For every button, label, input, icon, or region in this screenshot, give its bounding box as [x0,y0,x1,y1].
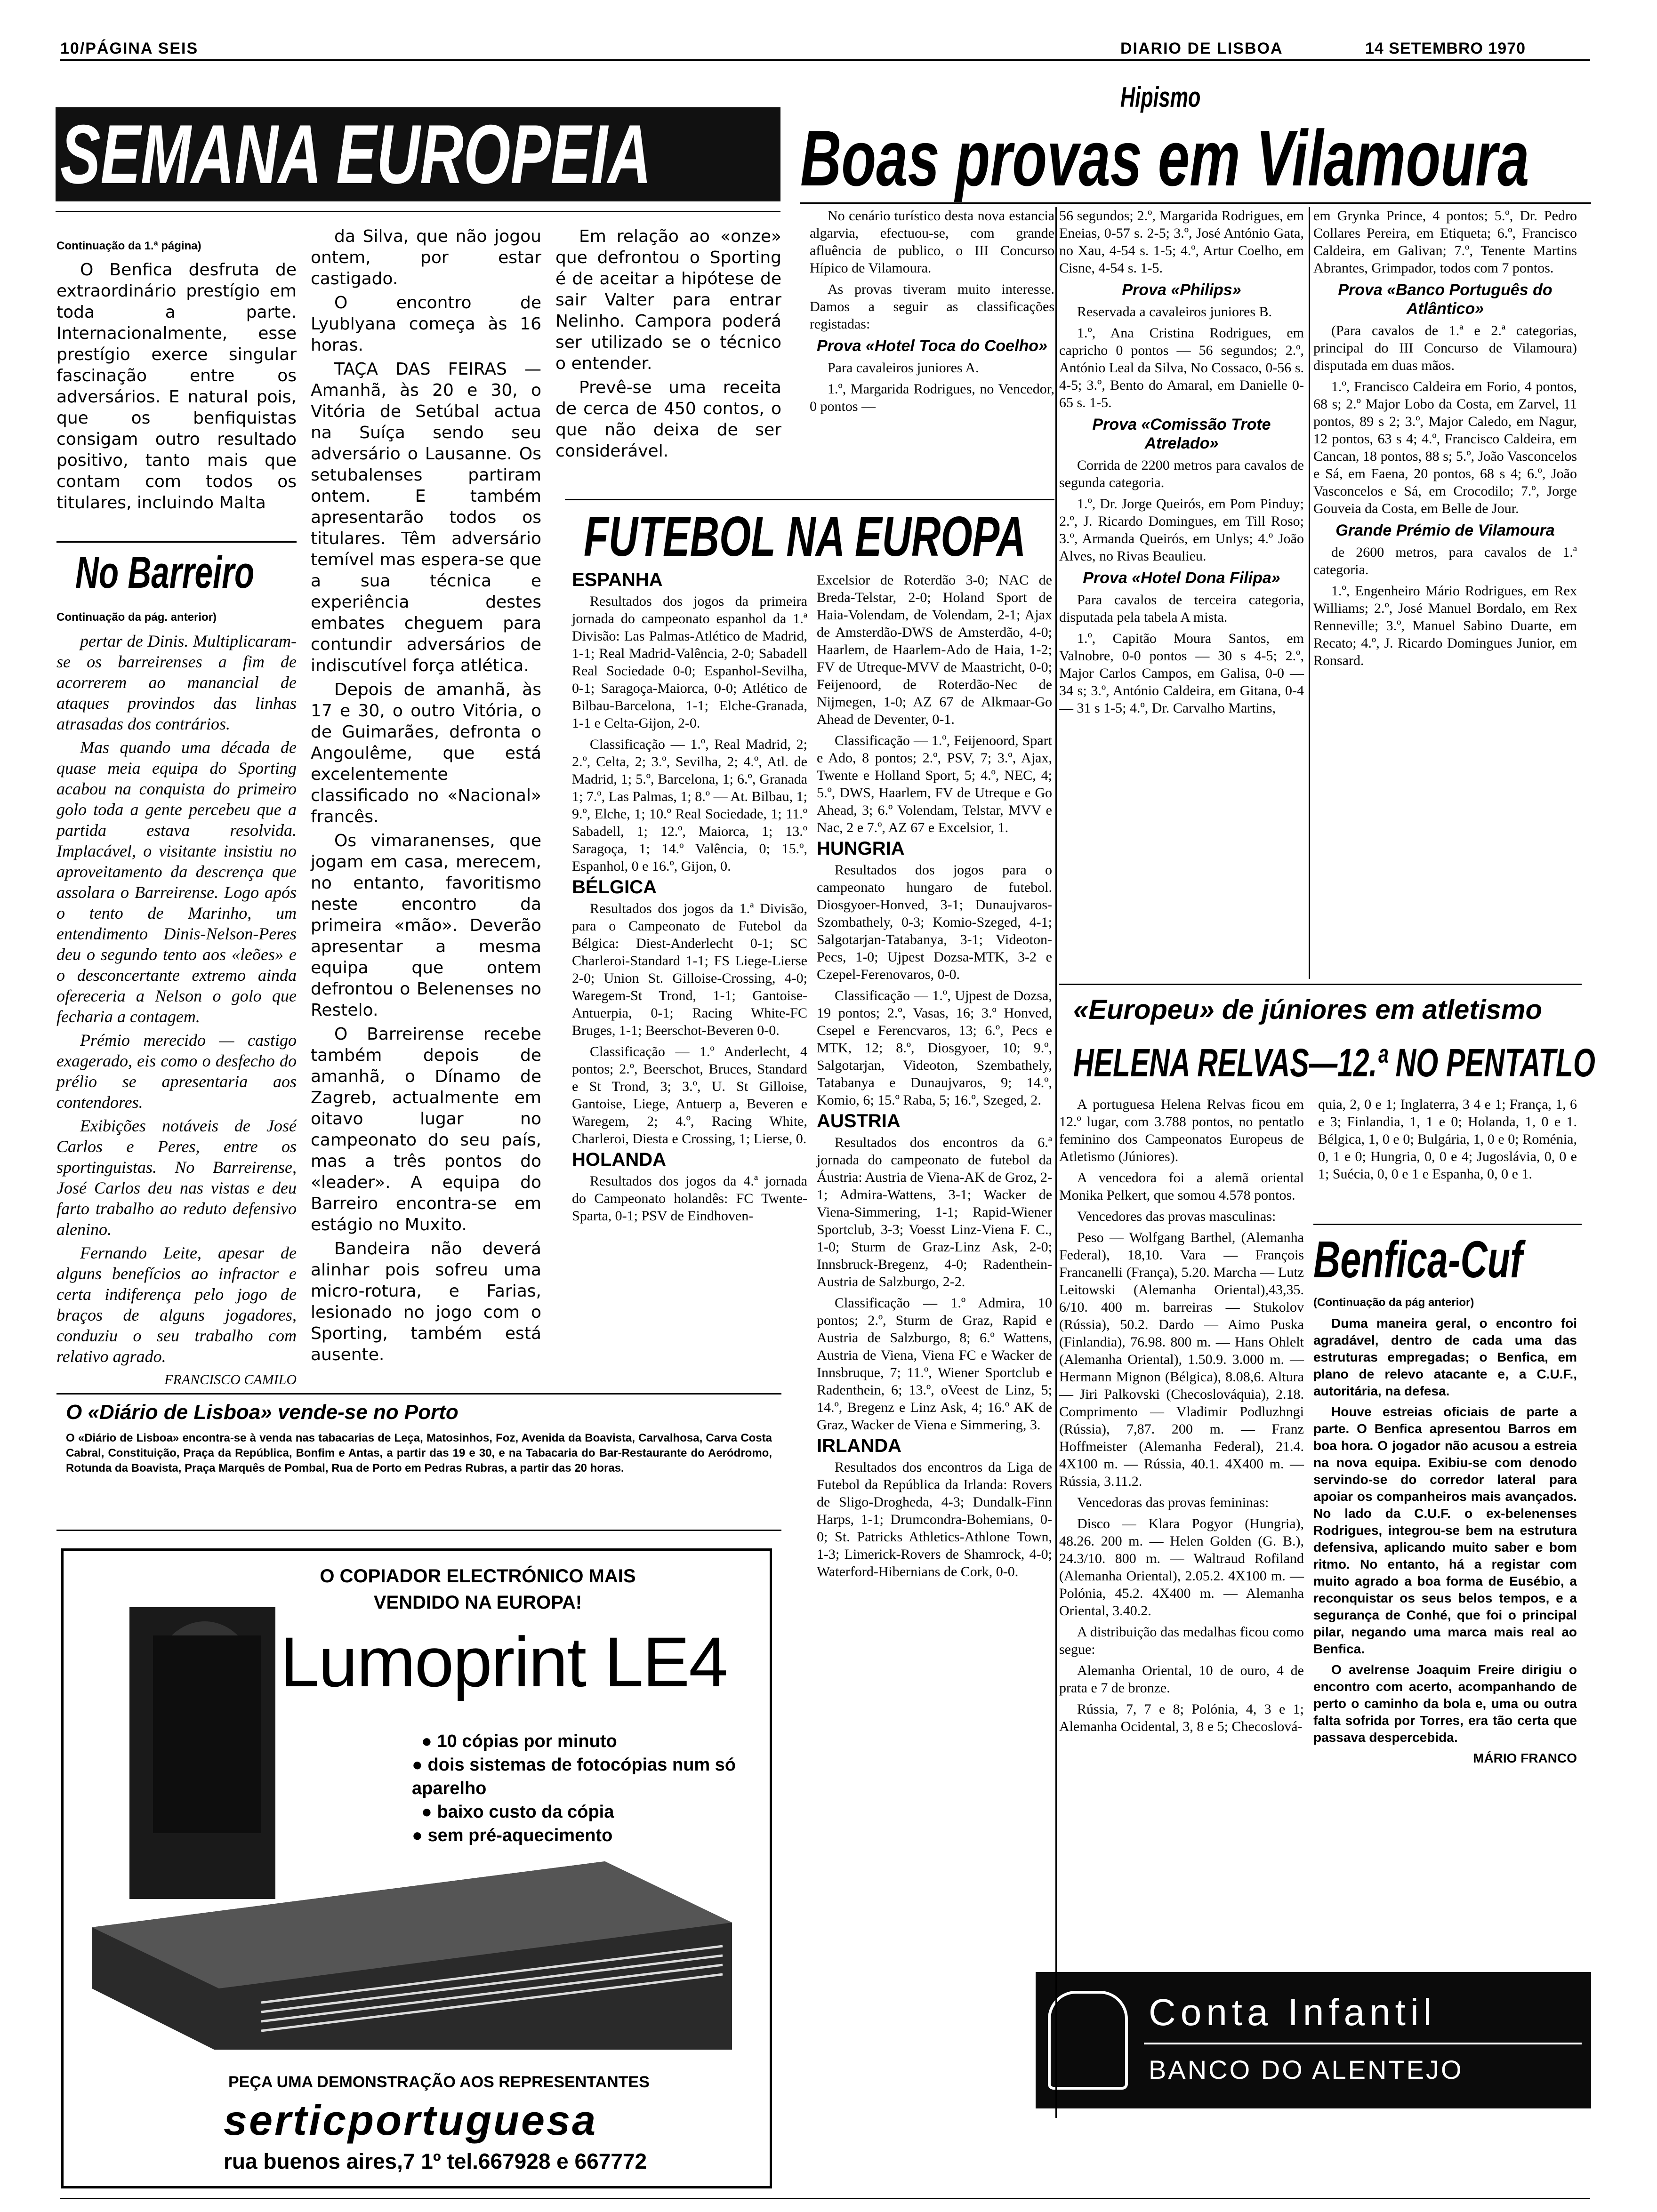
hipismo-subhead: Grande Prémio de Vilamoura [1335,521,1555,539]
futebol-country: IRLANDA [817,1435,901,1456]
futebol-country: HOLANDA [572,1149,666,1170]
semana-paragraph: Os vimaranenses, que jogam em casa, merecem, no entanto, favoritismo neste encontro da primeira «mão». Deverão apresentar a mesma equipa que ontem defrontou o Belenenses no Restelo. [311,831,541,1020]
futebol-col1 [572,571,807,1228]
futebol-paragraph: Resultados dos encontros da Liga de Futebol da República da Irlanda: Rovers de Sligo-Drogheda, 4-3; Dundalk-Finn Harps, 1-1; Drumcondra-Bohemians, 0-0; St. Patricks Athletics-Athlone Town, 1-3; Limerick-Rovers de Shamrock, 4-0; Waterford-Hibernians de Cork, 0-0. [817,1459,1052,1579]
barreiro-title: No Barreiro [75,547,255,598]
hipismo-title: Boas provas em Vilamoura [800,114,1529,202]
benfica-continuation: (Continuação da pág anterior) [1313,1296,1474,1309]
hipismo-subhead: Prova «Hotel Toca do Coelho» [817,337,1047,355]
futebol-paragraph: Classificação — 1.º, Ujpest de Dozsa, 19 pontos; 2.º, Vasas, 16; 3.º Honved, Csepel e Ferencvaros, 13; 6.º, Pecs e MTK, 12; 8.º, Diosgyoer, 10; 9.º, Salgotarjan, Videoton, Szembathely, Tatabanya e Dunaujvaros, 9; 14.º, Komio, 6; 15.º Raba, 5; 16.º, Szeged, 2. [817,988,1052,1108]
futebol-top-rule [565,499,1054,500]
semana-paragraph: O encontro de Lyublyana começa às 16 horas. [311,293,541,355]
lumoprint-company: serticportuguesa [224,2097,598,2144]
porto-title: O «Diário de Lisboa» vende-se no Porto [66,1401,458,1424]
lumoprint-top: O COPIADOR ELECTRÓNICO MAIS VENDIDO NA EUROPA! [320,1566,636,1613]
hipismo-paragraph: Para cavalos de terceira categoria, disputada pela tabela A mista. [1059,592,1304,625]
semana-paragraph: TAÇA DAS FEIRAS — Amanhã, às 20 e 30, o Vitória de Setúbal actua na Suíça sendo seu adversário o Lausanne. Os setubalenses partiram ontem. E também apresentarão todos os titulares. Têm adversário temível mas espera-se que a sua técnica e experiência destes embates cheguem para contundir adversários de indiscutível força atlética. [311,360,541,675]
futebol-paragraph: Classificação — 1.º Anderlecht, 4 pontos; 2.º, Beerschot, Bruces, Standard e St Trond, 3; 3.º, U. St Gilloise, Gantoise, Liege, Antuerp a, Beveren e Waregem, 2; 4.º, Racing White, Charleroi, Diesta e Crossing, 1; Lierse, 0. [572,1044,807,1146]
conta-infantil-title: Conta Infantil [1149,1991,1437,2033]
futebol-paragraph: Resultados dos encontros da 6.ª jornada do campeonato de futebol da Áustria: Austria de Viena-AK de Groz, 2-1; Admira-Wattens, 3-1; Wacker de Viena-Simmering, 1-1; Rapid-Wiener Sportclub, 3-3; Voesst Linz-Viena F. C., 1-0; Sturm de Graz-Linz Ask, 2-0; Innsbruck-Bregenz, 4-0; Radenthein-Austria de Salzburgo, 2-2. [817,1135,1053,1290]
benfica-paragraph: Houve estreias oficiais de parte a parte. O Benfica apresentou Barros em boa hora. O jogador não acusou a estreia na nova equipa. Exibiu-se com denodo servindo-se do corredor lateral para apoiar os companheiros mais avançados. No lado da C.U.F. o ex-belenenses Rodrigues, integrou-se bem na estrutura defensiva, aplicando muito saber e bom ritmo. No entanto, há a registar com muito agrado a boa forma de Eusébio, a reconquistar os seus belos tempos, e a segurança de Conhé, que foi o principal pilar, negando uma marca mais real ao Benfica. [1313,1404,1577,1656]
futebol-col2 [817,571,1052,1584]
hipismo-paragraph: 1.º, Capitão Moura Santos, em Valnobre, 0-0 pontos — 30 s 4-5; 2.º, Major Carlos Campos, em Galisa, 0-0 — 34 s; 3.º, António Caldeira, em Gitana, 0-4 — 31 s 1-5; 4.º, Dr. Carvalho Martins, [1059,631,1304,716]
futebol-title: FUTEBOL NA EUROPA [584,505,1026,568]
hipismo-paragraph: 1.º, Dr. Jorge Queirós, em Pom Pinduy; 2.º, J. Ricardo Domingues, em Till Roso; 3.º, Armanda Queirós, em Unlys; 4.º João Alves, no Rivas Beaulieu. [1059,496,1304,564]
semana-continuation: Continuação da 1.ª página) [56,240,201,252]
benfica-title: Benfica-Cuf [1313,1231,1523,1289]
hipismo-col2 [1059,207,1304,721]
barreiro-continuation: Continuação da pág. anterior) [56,611,217,624]
futebol-country: BÉLGICA [572,877,657,898]
barreiro-paragraph: Exibições notáveis de José Carlos e Peres, entre os sportinguistas. No Barreirense, José Carlos deu nas vistas e deu farto trabalho ao reduto defensivo alenino. [56,1116,297,1239]
porto-bottom-rule [56,1530,781,1531]
barreiro-paragraph: Fernando Leite, apesar de alguns benefícios ao infractor e certa indiferença pelo jogo de braços de alguns jogadores, conduziu o seu trabalho com relativo agrado. [56,1243,297,1366]
futebol-paragraph: Resultados dos jogos da 1.ª Divisão, para o Campeonato de Futebol da Bélgica: Diest-Anderlecht 0-1; SC Charleroi-Standard 1-1; FS Liege-Lierse 2-0; Union St. Gilloise-Crossing, 4-0; Waregem-St Trond, 1-1; Gantoise-Antuerpia, 0-1; Racing White-FC Bruges, 1-1; Beerschot-Beveren 0-0. [572,901,807,1038]
newspaper-name: DIARIO DE LISBOA [1120,40,1283,57]
hipismo-paragraph: Corrida de 2200 metros para cavalos de segunda categoria. [1059,457,1304,490]
porto-top-rule [56,1393,781,1395]
bullet-item: ● sem pré-aquecimento [412,1826,613,1845]
atletismo-paragraph: A distribuição das medalhas ficou como segue: [1059,1624,1304,1657]
atletismo-paragraph: Vencedores das provas masculinas: [1077,1209,1276,1224]
hipismo-paragraph: As provas tiveram muito interesse. Damos a seguir as classificações registadas: [810,281,1054,332]
hipismo-subhead: Prova «Philips» [1122,281,1241,299]
futebol-paragraph: Resultados dos jogos para o campeonato hungaro de futebol. Diosgyoer-Honved, 3-1; Dunaujvaros-Szombathely, 0-3; Komio-Szeged, 4-1; Salgotarjan-Tatabanya, 3-1; Videoton-Pecs, 1-0; Ujpest Dozsa-MTK, 3-2 e Czepel-Ferenovaros, 0-0. [817,862,1052,982]
barreiro-top-rule [56,541,297,543]
hipismo-paragraph: No cenário turístico desta nova estancia algarvia, efectuou-se, com grande afluência de publico, o III Concurso Hípico de Vilamoura. [810,208,1054,276]
hipismo-paragraph: Reservada a cavaleiros juniores B. [1077,304,1272,320]
hipismo-paragraph: (Para cavalos de 1.ª e 2.ª categorias, principal do III Concurso de Vilamoura) disputada em duas mãos. [1313,323,1577,373]
bank-logo-icon [1048,1991,1128,2090]
barreiro-author: FRANCISCO CAMILO [164,1372,297,1387]
semana-col2 [311,226,541,1368]
atletismo-headline: HELENA RELVAS—12.ª NO PENTATLO [1073,1041,1595,1085]
futebol-paragraph: Classificação — 1.º, Feijenoord, Spart e Ado, 8 pontos; 2.º, PSV, 7; 3.º, Ajax, Twente e Holland Sport, 5; 4.º, NEC, 4; 5.º, DWS, Haarlem, FV de Utreque e Go Ahead, 3; 6.º Volendam, Telstar, MVV e Nac, 2 e 7.º, AZ 67 e Excelsior, 1. [817,733,1052,835]
lumoprint-brand: Lumoprint LE4 [280,1622,727,1701]
futebol-paragraph: Classificação — 1.º Admira, 10 pontos; 2.º, Sturm de Graz, Rapid e Austria de Salzburgo, 8; 6.º Wattens, Austria de Viena, Viena FC e Wacker de Innsbruque, 7; 11.º, Wiener Sportclub e Radenthein, 6; 13.º, oVeest de Linz, 5; 14.º, Bregenz e Linz Ask, 4; 16.º AK de Graz, Wacker de Viena e Simmering, 3. [817,1295,1052,1433]
hipismo-col1 [810,207,1054,419]
date: 14 SETEMBRO 1970 [1365,40,1526,57]
header-rule [60,59,1590,61]
conta-infantil-divider [1144,2043,1582,2044]
semana-col3 [555,226,781,465]
atletismo-paragraph: Disco — Klara Pogyor (Hungria), 48.26. 200 m. — Helen Golden (G. B.), 24.3/10. 800 m. — Waltraud Rofiland (Alemanha Oriental), 2.05.2. 4X100 m. — Polónia, 45.2. 4X400 m. — Alemanha Oriental, 3.40.2. [1059,1516,1304,1619]
atletismo-paragraph: Vencedoras das provas femininas: [1077,1495,1269,1510]
futebol-country: HUNGRIA [817,838,905,859]
atletismo-title: «Europeu» de júniores em atletismo [1073,994,1542,1025]
bullet-item: ● baixo custo da cópia [421,1802,614,1822]
page-number: 10/PÁGINA SEIS [60,40,199,57]
column-divider [1055,207,1057,2118]
semana-paragraph: Depois de amanhã, às 17 e 30, o outro Vitória, o de Guimarães, defronta o Angoulême, que está excelentemente classificado no «Nacional» francês. [311,680,541,826]
hipismo-paragraph: de 2600 metros, para cavalos de 1.ª categoria. [1313,545,1577,577]
benfica-body [1313,1294,1577,1771]
semana-paragraph: da Silva, que não jogou ontem, por estar castigado. [311,227,541,289]
hipismo-rule [800,202,1591,204]
hipismo-kicker: Hipismo [1120,81,1201,113]
hipismo-paragraph: 1.º, Ana Cristina Rodrigues, em capricho 0 pontos — 56 segundos; 2.º, António Leal da Silva, No Cossaco, 0-56 s. 4-5; 3.º, Bento do Amaral, em Danielle 0-65 s. 1-5. [1059,325,1304,410]
semana-paragraph: O Benfica desfruta de extraordinário prestígio em toda a parte. Internacionalmente, esse prestígio exerce singular fascinação entre os adversários. E natural pois, que os benfiquistas consigam outro resultado positivo, tanto mais que contam com todos os titulares, incluindo Malta [56,260,297,513]
semana-banner-text: SEMANA EUROPEIA [60,107,652,201]
futebol-paragraph: Resultados dos jogos da primeira jornada do campeonato espanhol da 1.ª Divisão: Las Palmas-Atlético de Madrid, 1-1; Real Madrid-Valência, 2-0; Sabadell Real Sociedade 0-0; Espanhol-Sevilha, 0-1; Saragoça-Maiorca, 0-0; Atlético de Bilbau-Barcelona, 1-1; Elche-Granada, 1-1 e Celta-Gijon, 2-0. [572,593,807,731]
semana-paragraph: Prevê-se uma receita de cerca de 450 contos, o que não deixa de ser considerável. [555,378,781,461]
column-divider [1309,207,1310,979]
bullet-item: ● 10 cópias por minuto [421,1731,617,1751]
benfica-author: MÁRIO FRANCO [1473,1751,1577,1765]
lumoprint-bullets [412,1730,770,1847]
benfica-paragraph: O avelrense Joaquim Freire dirigiu o encontro com acerto, acompanhando de perto o caminho da bola e, uma ou outra falta sofrida por Torres, era tão certa que passava despercebida. [1313,1662,1577,1745]
semana-rule [56,211,780,212]
hipismo-paragraph: Para cavaleiros juniores A. [828,360,979,376]
atletismo-top-rule [1059,984,1582,985]
futebol-country: AUSTRIA [817,1111,901,1131]
porto-text: O «Diário de Lisboa» encontra-se à venda nas tabacarias de Leça, Matosinhos, Foz, Avenida da Boavista, Carvalhosa, Carva Costa Cabral, Constituição, Praça da República, Bonfim e Antas, a partir das 19 e 30, e na Tabacaria do Bar-Restaurante do Aeródromo, Rotunda da Boavista, Praça Marquês de Pombal, Rua de Porto em Pedras Rubras, a partir das 20 horas. [66,1432,772,1475]
hipismo-paragraph: 1.º, Margarida Rodrigues, no Vencedor, 0 pontos — [810,381,1054,414]
lumoprint-address: rua buenos aires,7 1º tel.667928 e 667772 [224,2149,647,2173]
hipismo-subhead: Prova «Hotel Dona Filipa» [1083,569,1280,587]
atletismo-col2 [1318,1096,1577,1186]
atletismo-paragraph: A portuguesa Helena Relvas ficou em 12.º lugar, com 3.788 pontos, no pentatlo feminino dos Campeonatos Europeus de Atletismo (Júniores). [1059,1097,1304,1164]
conta-infantil-ad [1036,1972,1591,2108]
semana-paragraph: Em relação ao «onze» que defrontou o Sporting é de aceitar a hipótese de sair Valter para entrar Nelinho. Campora poderá ser utilizado se o técnico o entender. [555,227,781,373]
hipismo-paragraph: 1.º, Engenheiro Mário Rodrigues, em Rex Williams; 2.º, José Manuel Bordalo, em Rex Renneville; 3.º, Manuel Sabino Duarte, em Recato; 4.º, J. Ricardo Domingues Junior, em Ronsard. [1313,583,1577,668]
lumoprint-ad [61,1548,772,2188]
bank-name: BANCO DO ALENTEJO [1149,2055,1464,2084]
semana-col1 [56,235,297,516]
woman-hair [153,1635,261,1833]
semana-paragraph: Bandeira não deverá alinhar pois sofreu uma micro-rotura, e Farias, lesionado no jogo com o Sporting, também está ausente. [311,1239,541,1364]
atletismo-paragraph: Alemanha Oriental, 10 de ouro, 4 de prata e 7 de bronze. [1059,1663,1304,1696]
futebol-paragraph: Resultados dos jogos da 4.ª jornada do Campeonato holandês: FC Twente-Sparta, 0-1; PSV de Eindhoven- [572,1173,807,1224]
futebol-country: ESPANHA [572,569,663,590]
barreiro-paragraph: Prémio merecido — castigo exagerado, eis como o desfecho do prélio se apresentaria aos contendores. [56,1031,297,1112]
atletismo-paragraph: quia, 2, 0 e 1; Inglaterra, 3 4 e 1; França, 1, 6 e 3; Finlandia, 1, 1 e 0; Holanda, 1, 0 e 1. Bélgica, 1, 0 e 0; Bulgária, 1, 0 e 0; Roménia, 0, 1 e 0; Hungria, 0, 0 e 4; Jugoslávia, 0, 0 e 1; Suécia, 0, 0 e 1 e Espanha, 0, 0 e 1. [1318,1097,1577,1182]
futebol-paragraph: Excelsior de Roterdão 3-0; NAC de Breda-Telstar, 2-0; Holand Sport de Haia-Volendam, de Volendam, 2-1; Ajax de Amsterdão-DWS de Amsterdão, 4-0; Haarlem, de Haarlem-Ado de Haia, 1-2; FV de Utreque-MVV de Maastricht, 0-0; Feijenoord, de Roterdão-Nec de Nijmegen, 1-0; AZ 67 de Alkmaar-Go Ahead de Deventer, 0-1. [817,572,1052,727]
barreiro-paragraph: Mas quando uma década de quase meia equipa do Sporting acabou na conquista do primeiro golo toda a gente percebeu que a partida estava resolvida. Implacável, o visitante insistiu no aproveitamento da descrença que assolara o Barreirense. Logo após o tento de Marinho, um entendimento Dinis-Nelson-Peres deu o segundo tento aos «leões» e o desconcertante extremo ainda ofereceria a Nelson o golo que fecharia a contagem. [56,738,297,1026]
barreiro-paragraph: pertar de Dinis. Multiplicaram-se os barreirenses a fim de acorrerem ao manancial de ataques provindos das linhas atrasadas dos contrários. [56,632,297,733]
semana-paragraph: O Barreirense recebe também depois de amanhã, o Dínamo de Zagreb, actualmente em oitavo lugar no campeonato do seu país, mas a três pontos do «leader». A equipa do Barreiro encontra-se em estágio no Muxito. [311,1025,541,1234]
atletismo-paragraph: A vencedora foi a alemã oriental Monika Pelkert, que somou 4.578 pontos. [1059,1170,1304,1203]
hipismo-subhead: Prova «Banco Português do Atlântico» [1338,281,1552,318]
atletismo-paragraph: Rússia, 7, 7 e 8; Polónia, 4, 3 e 1; Alemanha Ocidental, 3, 8 e 5; Checoslová- [1059,1701,1304,1734]
atletismo-paragraph: Peso — Wolfgang Barthel, (Alemanha Federal), 18,10. Vara — François Francanelli (França), 5.20. Marcha — Lutz Leitowski (Alemanha Oriental),43,35. 6/10. 400 m. barreiras — Stukolov (Rússia), 50.2. Dardo — Aimo Puska (Finlandia), 76.98. 800 m. — Hans Ohlelt (Alemanha Oriental), 1.50.9. 3.000 m. — Hermann Mignon (Bélgica), 8.08,6. Altura — Jiri Palkovski (Checoslováquia), 2.18. Comprimento — Vladimir Podluzhngi (Rússia), 7,87. 200 m. — Franz Hoffmeister (Alemanha Federal), 21.4. 4X100 m. — Rússia, 40.1. 4X400 m. — Rússia, 3.11.2. [1059,1230,1304,1489]
barreiro-body [56,607,297,1393]
futebol-paragraph: Classificação — 1.º, Real Madrid, 2; 2.º, Celta, 2; 3.º, Sevilha, 2; 4.º, Atl. de Madrid, 1; 5.º, Barcelona, 1; 6.º, Granada 1; 7.º, Las Palmas, 1; 8.º — At. Bilbau, 1; 9.º, Elche, 1; 10.º Real Sociedade, 1; 11.º Sabadell, 1; 12.º, Maiorca, 1; 13.º Saragoça, 1; 14.º Valência, 0; 15.º, Espanhol, 0 e 16.º, Gijon, 0. [572,737,807,874]
hipismo-col3 [1313,207,1577,673]
hipismo-paragraph: 1.º, Francisco Caldeira em Forio, 4 pontos, 68 s; 2.º Major Lobo da Costa, em Zarvel, 11 pontos, 89 s 2; 3.º, Major Caledo, em Nagur, 12 pontos, 63 s 4; 4.º, Francisco Caldeira, em Cancan, 18 pontos, 88 s; 5.º, João Vasconcelos e Sá, em Faena, 20 pontos, 68 s 4; 6.º, João Vasconcelos e Sá, em Crocodilo; 7.º, Jorge Gouveia da Costa, em Belle de Jour. [1313,379,1577,516]
hipismo-paragraph: em Grynka Prince, 4 pontos; 5.º, Dr. Pedro Collares Pereira, em Etiqueta; 6.º, Francisco Caldeira, em Galivan; 7.º, Tenente Martins Abrantes, Grimpador, todos com 7 pontos. [1313,208,1577,276]
benfica-paragraph: Duma maneira geral, o encontro foi agradável, dentro de cada uma das estruturas empregadas; o Benfica, em plano de relevo atacante e, a C.U.F., autoritária, na defesa. [1313,1316,1577,1398]
hipismo-subhead: Prova «Comissão Trote Atrelado» [1092,416,1271,452]
benfica-top-rule [1313,1224,1582,1225]
hipismo-paragraph: 56 segundos; 2.º, Margarida Rodrigues, em Eneias, 0-57 s. 2-5; 3.º, José António Gata, no Xau, 4-54 s. 1-5; 4.º, Artur Coelho, em Cisne, 4-54 s. 1-5. [1059,208,1304,276]
atletismo-col1 [1059,1096,1304,1739]
lumoprint-demo: PEÇA UMA DEMONSTRAÇÃO AOS REPRESENTANTES [228,2073,650,2091]
semana-banner [56,107,780,201]
bullet-item: ● dois sistemas de fotocópias num só aparelho [412,1755,736,1798]
footer-rule [60,2198,1590,2199]
